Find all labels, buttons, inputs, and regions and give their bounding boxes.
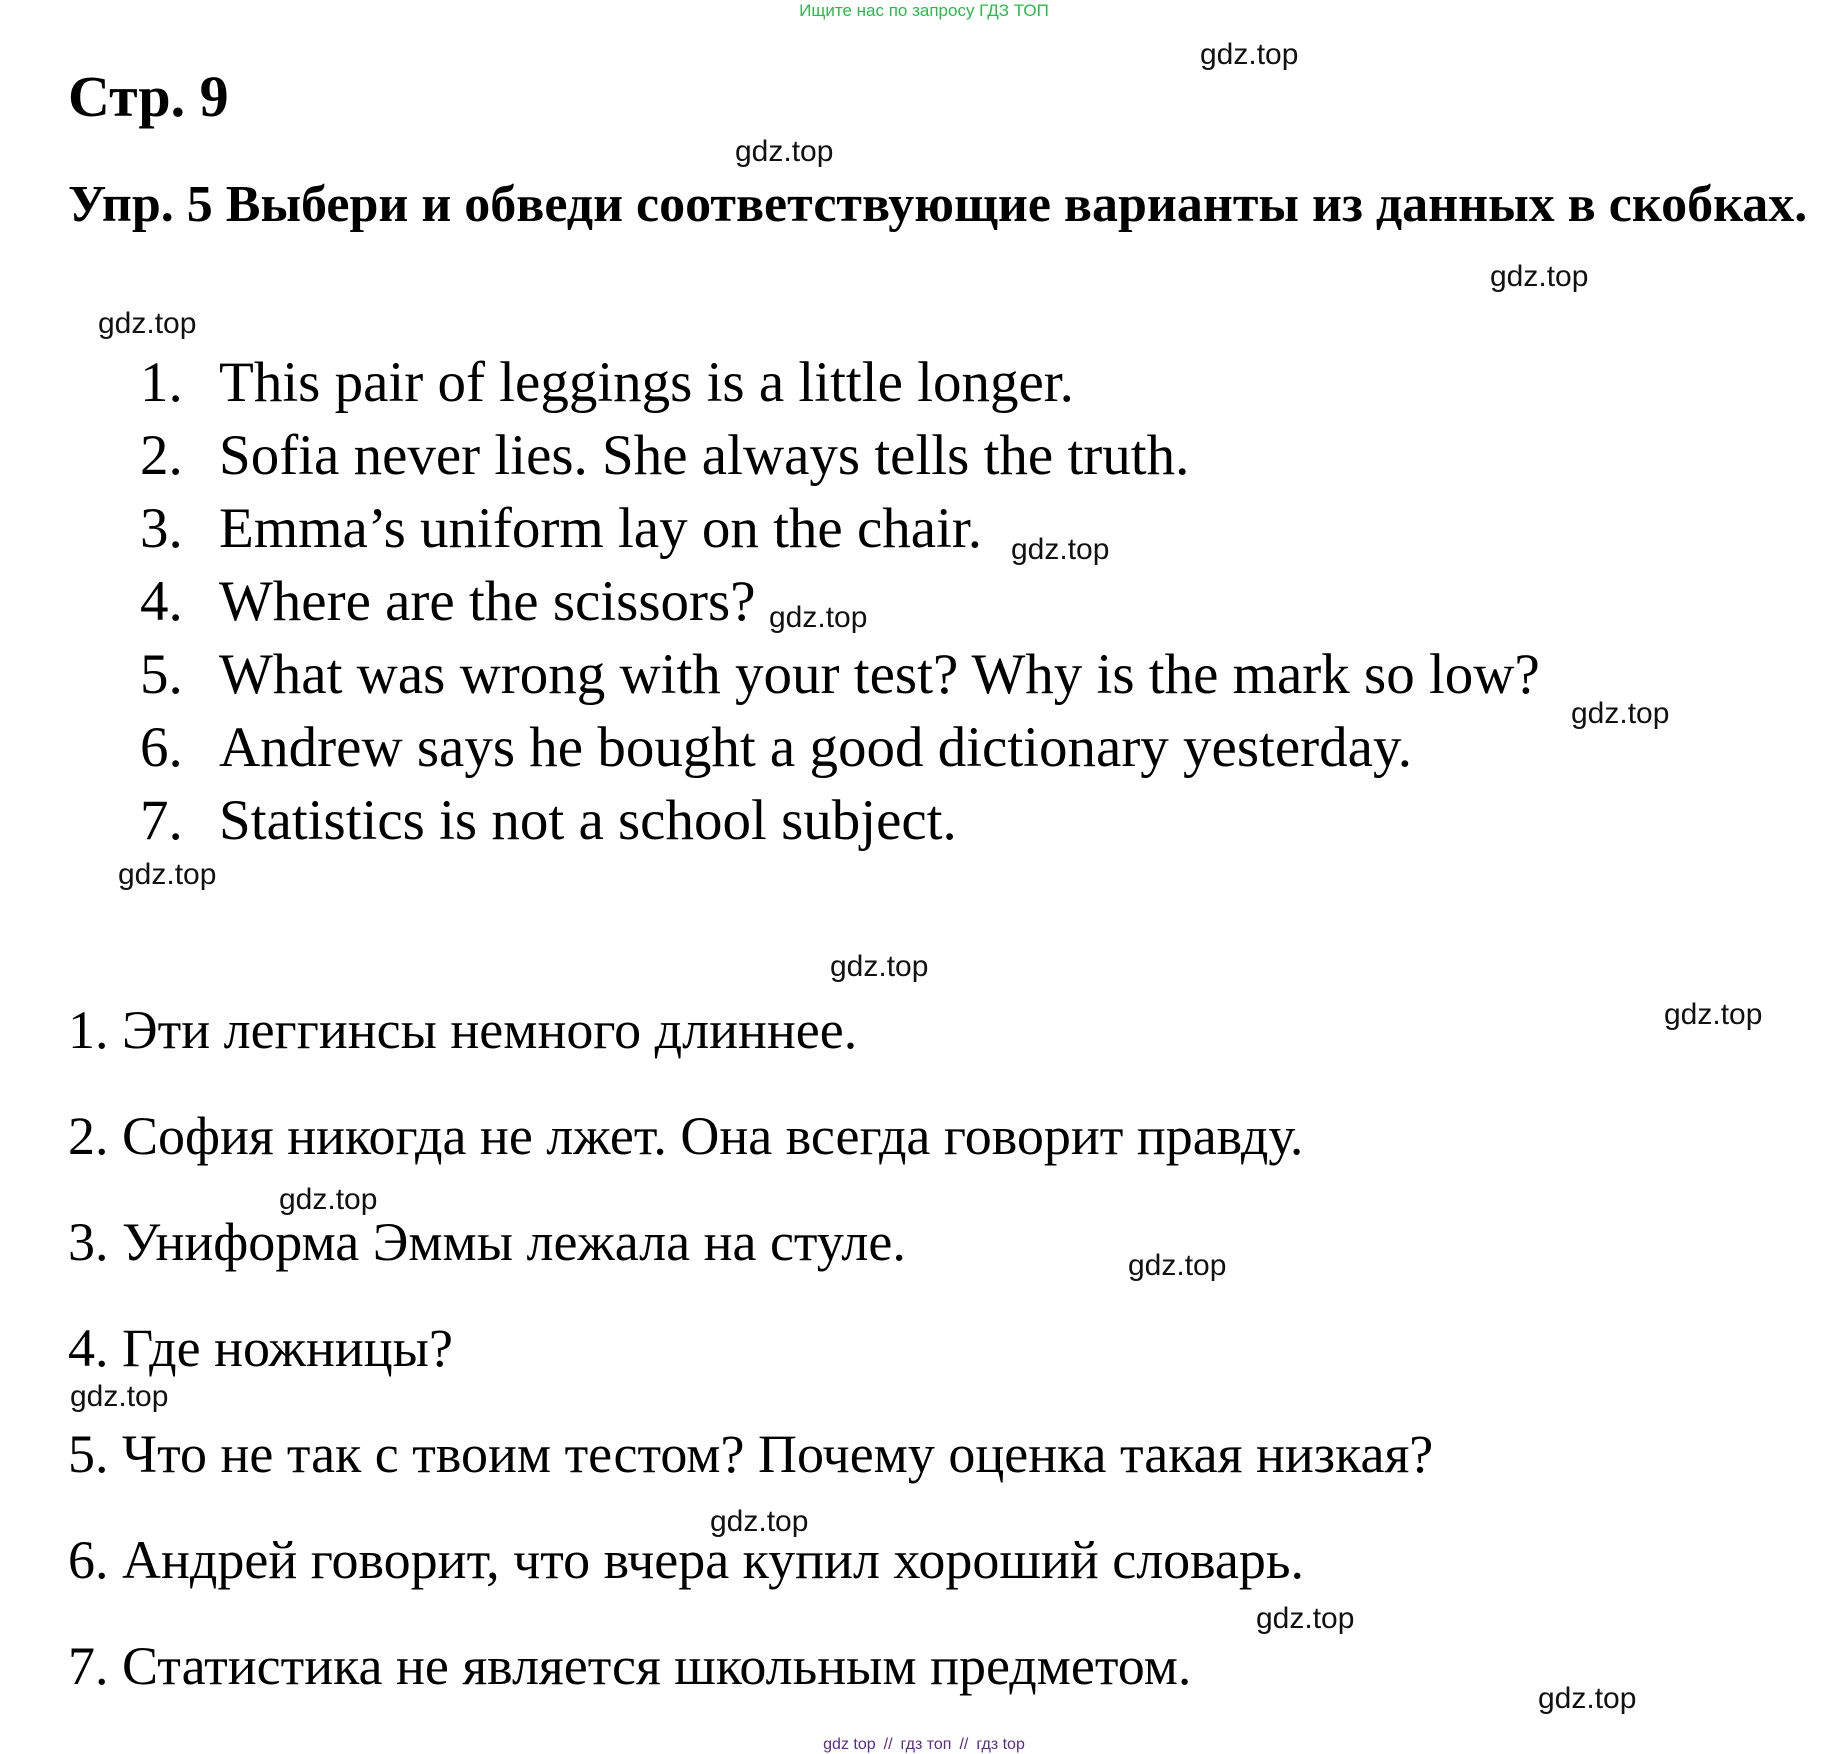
item-text: Statistics is not a school subject. (219, 789, 957, 852)
english-item-1 (140, 346, 1540, 419)
exercise-heading: Упр. 5 Выбери и обведи соответствующие варианты из данных в скобках. (68, 176, 1808, 233)
item-number: 7. (140, 789, 183, 852)
english-item-6 (140, 711, 1540, 784)
item-number: 6. (140, 716, 183, 779)
watermark: gdz.top (1664, 998, 1763, 1031)
item-text: Sofia never lies. She always tells the truth. (219, 424, 1190, 487)
item-text: Where are the scissors? (219, 570, 756, 633)
watermark: gdz.top (70, 1380, 169, 1413)
page-title: Стр. 9 (68, 64, 229, 129)
translation-item-7: 7. Статистика не является школьным предметом. (68, 1636, 1192, 1696)
watermark: gdz.top (710, 1505, 809, 1538)
english-item-7 (140, 784, 1540, 857)
translation-item-1: 1. Эти леггинсы немного длиннее. (68, 1000, 858, 1060)
item-text: Emma’s uniform lay on the chair. (219, 497, 982, 560)
item-text: What was wrong with your test? Why is the mark so low? (219, 643, 1540, 706)
english-item-2 (140, 419, 1540, 492)
footer-separator: // (959, 1736, 969, 1753)
watermark: gdz.top (1128, 1249, 1227, 1282)
watermark: gdz.top (769, 601, 868, 634)
english-item-5 (140, 638, 1540, 711)
watermark: gdz.top (830, 950, 929, 983)
item-number: 2. (140, 424, 183, 487)
item-number: 4. (140, 570, 183, 633)
translation-item-3: 3. Униформа Эммы лежала на стуле. (68, 1212, 906, 1272)
item-text: Andrew says he bought a good dictionary yesterday. (219, 716, 1412, 779)
english-item-3 (140, 492, 1540, 565)
watermark: gdz.top (118, 858, 217, 891)
russian-translation-list (68, 997, 1433, 1739)
item-text: This pair of leggings is a little longer. (219, 351, 1074, 414)
watermark: gdz.top (98, 307, 197, 340)
watermark: gdz.top (1538, 1682, 1637, 1715)
footer-link[interactable]: гдз top (976, 1736, 1025, 1753)
footer-separator: // (883, 1736, 893, 1753)
item-number: 3. (140, 497, 183, 560)
footer-link[interactable]: gdz top (823, 1736, 876, 1753)
search-banner[interactable]: Ищите нас по запросу ГДЗ ТОП (799, 1, 1049, 20)
watermark: gdz.top (1571, 697, 1670, 730)
footer-links (0, 1738, 1848, 1752)
watermark: gdz.top (735, 135, 834, 168)
translation-item-6: 6. Андрей говорит, что вчера купил хороший словарь. (68, 1530, 1305, 1590)
translation-item-2: 2. София никогда не лжет. Она всегда говорит правду. (68, 1106, 1304, 1166)
watermark: gdz.top (1256, 1602, 1355, 1635)
footer-link[interactable]: гдз топ (900, 1736, 952, 1753)
watermark: gdz.top (1011, 533, 1110, 566)
watermark: gdz.top (1200, 38, 1299, 71)
item-number: 1. (140, 351, 183, 414)
translation-item-4: 4. Где ножницы? (68, 1318, 453, 1378)
watermark: gdz.top (279, 1183, 378, 1216)
watermark: gdz.top (1490, 260, 1589, 293)
translation-item-5: 5. Что не так с твоим тестом? Почему оценка такая низкая? (68, 1424, 1434, 1484)
item-number: 5. (140, 643, 183, 706)
